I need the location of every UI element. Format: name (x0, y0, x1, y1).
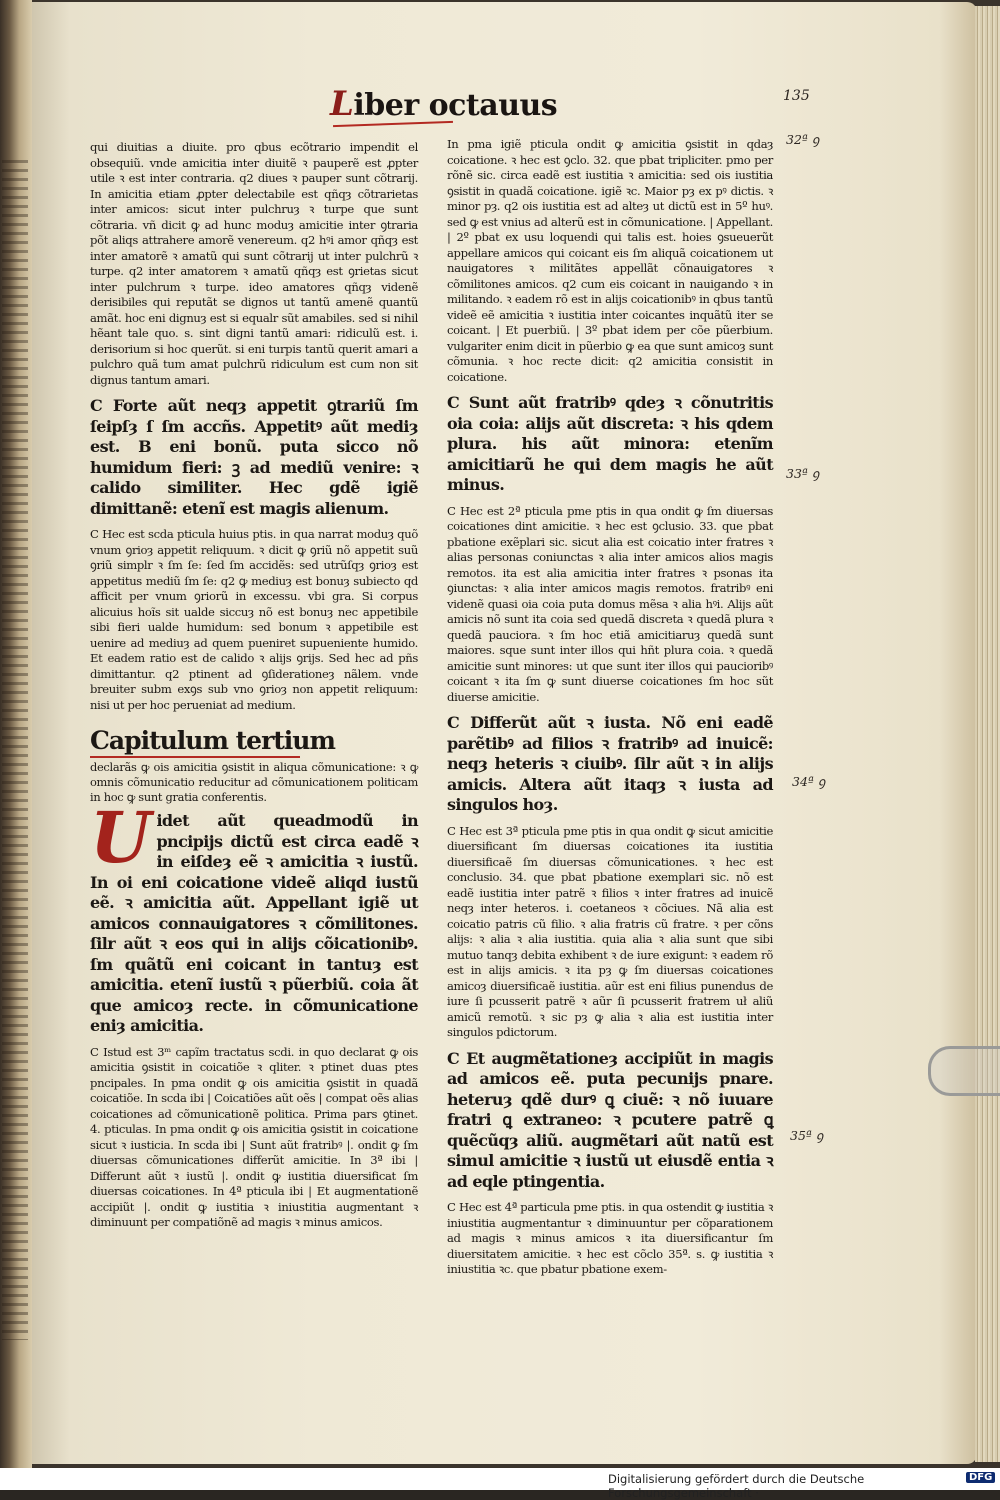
right-column (447, 137, 773, 1278)
red-initial: U (90, 796, 151, 879)
chapter-summary: declarãs ꝙ ois amicitia ꝯsistit in aliqua cõmunicatione: ꝛ ꝙ omnis cõmunicatio reducitur ad cõmunicationem politicam in hoc ꝙ sunt gratia conferentis. (90, 760, 418, 804)
commentary-paragraph: C Hec est 2ª pticula pme ptis in qua ondit ꝙ ſm diuersas coicationes dint amicitie. ꝛ hec est ꝯclusio. 33. que pbat pbatione exẽplari sic. sicut alia est coicatio inter fratres ꝛ alias personas coniunctas ꝛ alia inter amicos alios magis remotos. ita est alia amicitia inter fratres ꝛ psonas ita ꝯiunctas: ꝛ alia inter amicos magis remotos. fratribꝰ eni videnẽ quasi oia coia puta domus mẽsa ꝛ alia hꝰi. Alijs aũt amicis nõ sunt ita coia sed quedã discreta ꝛ quedã plura ꝛ quedã pauciora. ꝛ ſm hoc etiã amicitiaruȝ quedã sunt maiores. sque sunt inter illos qui hñt plura coia. ꝛ quedã amicitie sunt minores: ut que sunt iter illos qui paucioribꝰ coicant ꝛ ita ſm ꝙ sunt diuerse coicationes ſm hoc sũt diuerse amicitie. (447, 503, 773, 704)
main-text-paragraph: C Differũt aũt ꝛ iusta. Nõ eni eadẽ parẽtibꝰ ad filios ꝛ fratribꝰ ad inuicẽ: neqȝ heteris ꝛ ciuibꝰ. ſilr aũt ꝛ in alijs amicis. Altera aũt itaqȝ ꝛ iusta ad singulos hoȝ. (447, 713, 773, 814)
main-text-body: idet aũt queadmodũ in pncipijs dictũ est circa eadẽ ꝛ in eiſdeȝ eẽ ꝛ amicitia ꝛ iustũ. In oi eni coicatione videẽ aliqd iustũ eẽ. ꝛ amicitia aũt. Appellant igiẽ ut amicos connauigatores ꝛ cõmilitones. ſilr aũt ꝛ eos qui in alijs cõicationibꝰ. ſm quãtũ eni coicant in tantuȝ est amicitia. etenĩ iustũ ꝛ pũerbiũ. coia ãt que amicoȝ recte. in cõmunicatione eniȝ amicitia. (90, 811, 418, 1035)
page-clip (928, 1046, 1000, 1096)
commentary-paragraph: C Hec est 4ª particula pme ptis. in qua ostendit ꝙ iustitia ꝛ iniustitia augmentantur ꝛ diminuuntur per cõparationem ad magis ꝛ minus amicos ꝛ ita diuersificantur ſm diuersitatem amicitie. ꝛ hec est cõclo 35ª. s. ꝙ iustitia ꝛ iniustitia ꝛc. que pbatur pbatione exem- (447, 1200, 773, 1276)
footer-credit: Digitalisierung gefördert durch die Deutsche Forschungsgemeinschaft · (608, 1472, 865, 1500)
footer-bar (0, 1468, 1000, 1500)
margin-note: 33ª ꝯ (786, 466, 820, 481)
margin-note: 35ª ꝯ (790, 1128, 824, 1143)
chapter-heading-block (90, 727, 418, 805)
page-edges (975, 6, 1000, 1462)
margin-note: 34ª ꝯ (792, 774, 826, 789)
left-column (90, 140, 418, 1231)
running-title (330, 84, 557, 124)
commentary-paragraph: C Hec est scda pticula huius ptis. in qua narrat moduȝ quõ vnum ꝯrioȝ appetit reliquum. ꝛ dicit ꝙ ꝯriũ nõ appetit suũ ꝯriũ simplr ꝛ ſm ſe: ſed ſm accidẽs: sed utrũſqȝ ꝯrioȝ est appetitus mediũ ſm ſe: q2 ꝙ mediuȝ est bonuȝ subiecto qd afficit per vnum ꝯriorũ in excessu. vbi gra. Si corpus alicuius hoĩs sit ualde siccuȝ nõ est bonuȝ nec appetibile sibi fieri ualde humidum: sed bonum ꝛ appetibile est uenire ad mediuȝ ad quem pueniret supueniente humido. Et eadem ratio est de calido ꝛ alijs ꝯrijs. Sed hec ad pñs dimittantur. q2 ptinent ad ꝯſiderationeȝ nãlem. vnde breuiter subm exꝯs sub vno ꝯrioȝ non appetit reliquum: nisi ut per hoc perueniat ad medium. (90, 527, 418, 712)
main-text-paragraph: C Forte aũt neqȝ appetit ꝯtrariũ ſm ſeipſȝ ſ ſm accñs. Appetitꝰ aũt mediȝ est. B eni bonũ. puta sicco nõ humidum fieri: ꝫ ad mediũ venire: ꝛ calido similiter. Hec gdẽ igiẽ dimittanẽ: etenĩ est magis alienum. (90, 396, 418, 518)
dfg-logo: DFG (966, 1472, 995, 1483)
commentary-paragraph: C Hec est 3ª pticula pme ptis in qua ondit ꝙ sicut amicitie diuersificant ſm diuersas coicationes ita iustitia diuersificaẽ ſm diuersas cõmunicationes. ꝛ hec est conclusio. 34. que pbat pbatione exemplari sic. nõ est eadẽ iustitia inter patrẽ ꝛ filios ꝛ inter fratres ad inuicẽ neqȝ inter heteros. i. coetaneos ꝛ cõciues. Nã alia est coicatio patris cũ filio. ꝛ alia fratris cũ fratre. ꝛ per cõns alijs: ꝛ alia ꝛ alia iustitia. quia alia ꝛ alia sunt que sibi mutuo tanqȝ debita exhibent ꝛ de iure exigunt: ꝛ eadem rõ est in alijs amicis. ꝛ ita pȝ ꝙ ſm diuersas coicationes amicoȝ diuersificaẽ iustitia. aũr est eni filius punendus de iure ſi pcusserit patrẽ ꝛ aũr ſi pcusserit fratrem uł aliũ amicũ remotũ. ꝛ sic pȝ ꝙ alia ꝛ alia est iustitia inter singulos pdictorum. (447, 823, 773, 1039)
main-text-paragraph (90, 796, 418, 1037)
folio-number: 135 (783, 88, 810, 104)
chapter-heading: Capitulum tertium (90, 726, 335, 755)
title-initial: L (330, 84, 354, 124)
title-text: iber octauus (353, 88, 558, 123)
commentary-paragraph: In pma igiẽ pticula ondit ꝙ amicitia ꝯsistit in qdaȝ coicatione. ꝛ hec est ꝯclo. 32. que pbat tripliciter. pmo per rõnẽ sic. circa eadẽ est iustitia ꝛ amicitia: sed ois iustitia ꝯsistit in quadã coicatione. igiẽ ꝛc. Maior pȝ ex pꝰ dictis. ꝛ minor pȝ. q2 ois iustitia est ad alteȝ ut dictũ est in 5º huꝰ. sed ꝙ est vnius ad alterũ est in cõmunicatione. | Appellant. | 2º pbat ex usu loquendi qui talis est. hoies ꝯsueuerũt appellare amicos qui coicant eis ſm aliquã coicationem ut nauigatores ꝛ militãtes appellãt cõnauigatores ꝛ cõmilitones amicos. q2 cum eis coicant in nauigando ꝛ in militando. ꝛ eadem rõ est in alijs coicationibꝰ in qbus tantũ videẽ eẽ amicitia ꝛ iustitia inter coicantes inquãtũ iter se coicant. | Et puerbiũ. | 3º pbat idem per cõe pũerbium. vulgariter enim dicit in pũerbio ꝙ ea que sunt amicoȝ sunt cõmunia. ꝛ hoc recte dicit: q2 amicitia consistit in coicatione. (447, 137, 773, 384)
commentary-paragraph: C Istud est 3ᵐ capĩm tractatus scdi. in quo declarat ꝙ ois amicitia ꝯsistit in coicatiõe ꝛ qliter. ꝛ ptinet duas ptes pncipales. In pma ondit ꝙ ois amicitia ꝯsistit in quadã coicatiõe. In scda ibi | Coicatiões aũt oẽs | compat oẽs alias coicationes ad cõmunicationẽ politica. Prima pars ꝯtinet. 4. pticulas. In pma ondit ꝙ ois amicitia ꝯsistit in coicatione sicut ꝛ iusticia. In scda ibi | Sunt aũt fratribꝰ |. ondit ꝙ ſm diuersas cõmunicationes differũt amicitie. In 3ª ibi | Differunt aũt ꝛ iustũ |. ondit ꝙ iustitia diuersificat ſm diuersas coicationes. In 4ª pticula ibi | Et augmentationẽ accipiũt |. ondit ꝙ iustitia ꝛ iniustitia augmentant ꝛ diminuunt per compatiõnẽ ad magis ꝛ minus amicos. (90, 1044, 418, 1229)
main-text-paragraph: C Et augmẽtationeȝ accipiũt in magis ad amicos eẽ. puta pecunijs pnare. heteruȝ qdẽ durꝰ ꝗ ciuẽ: ꝛ nõ iuuare fratri ꝗ extraneo: ꝛ pcutere patrẽ ꝗ quẽcũqȝ aliũ. augmẽtari aũt natũ est simul amicitie ꝛ iustũ ut eiusdẽ entia ꝛ ad eqle ptingentia. (447, 1048, 773, 1191)
heading-underline (90, 756, 300, 758)
left-page-edge (0, 0, 32, 1468)
commentary-paragraph: qui diuitias a diuite. pro qbus ecõtrario impendit el obsequiũ. vnde amicitia inter diuitẽ ꝛ pauperẽ est ꝓpter utile ꝛ est inter contraria. q2 diues ꝛ pauper sunt cõtrarij. In amicitia etiam ꝓpter delectabile est qñqȝ cõtrarietas inter amicos: sicut inter pulchruȝ ꝛ turpe que sunt cõtraria. vñ dicit ꝙ ad hunc moduȝ amicitie inter ꝯtraria põt aliqs attrahere amorẽ venereum. q2 hꝰi amor qñqȝ est inter amatorẽ ꝛ amatũ qui sunt cõtrarij ut inter pulchrũ ꝛ turpe. q2 inter amatorem ꝛ amatũ qñqȝ est ꝯrietas sicut inter pulchrum ꝛ turpe. ideo amatores qñqȝ videnẽ derisibiles qui reputãt se dignos ut tantũ amenẽ quantũ amãt. hoc eni dignuȝ est si equalr sũt amabiles. sed si nihil hẽant tale quo. s. sint digni tantũ amari: ridiculũ est. i. derisorium si hoc querũt. si eni turpis tantũ querit amari a pulchro quã tum amat pulchrũ ridiculum est cum non sit dignus tantum amari. (90, 140, 418, 387)
main-text-paragraph: C Sunt aũt fratribꝰ qdeȝ ꝛ cõnutritis oia coia: alijs aũt discreta: ꝛ his qdem plura. his aũt minora: etenĩm amicitiarũ he qui dem magis he aũt minus. (447, 393, 773, 494)
margin-note: 32ª ꝯ (786, 132, 820, 147)
